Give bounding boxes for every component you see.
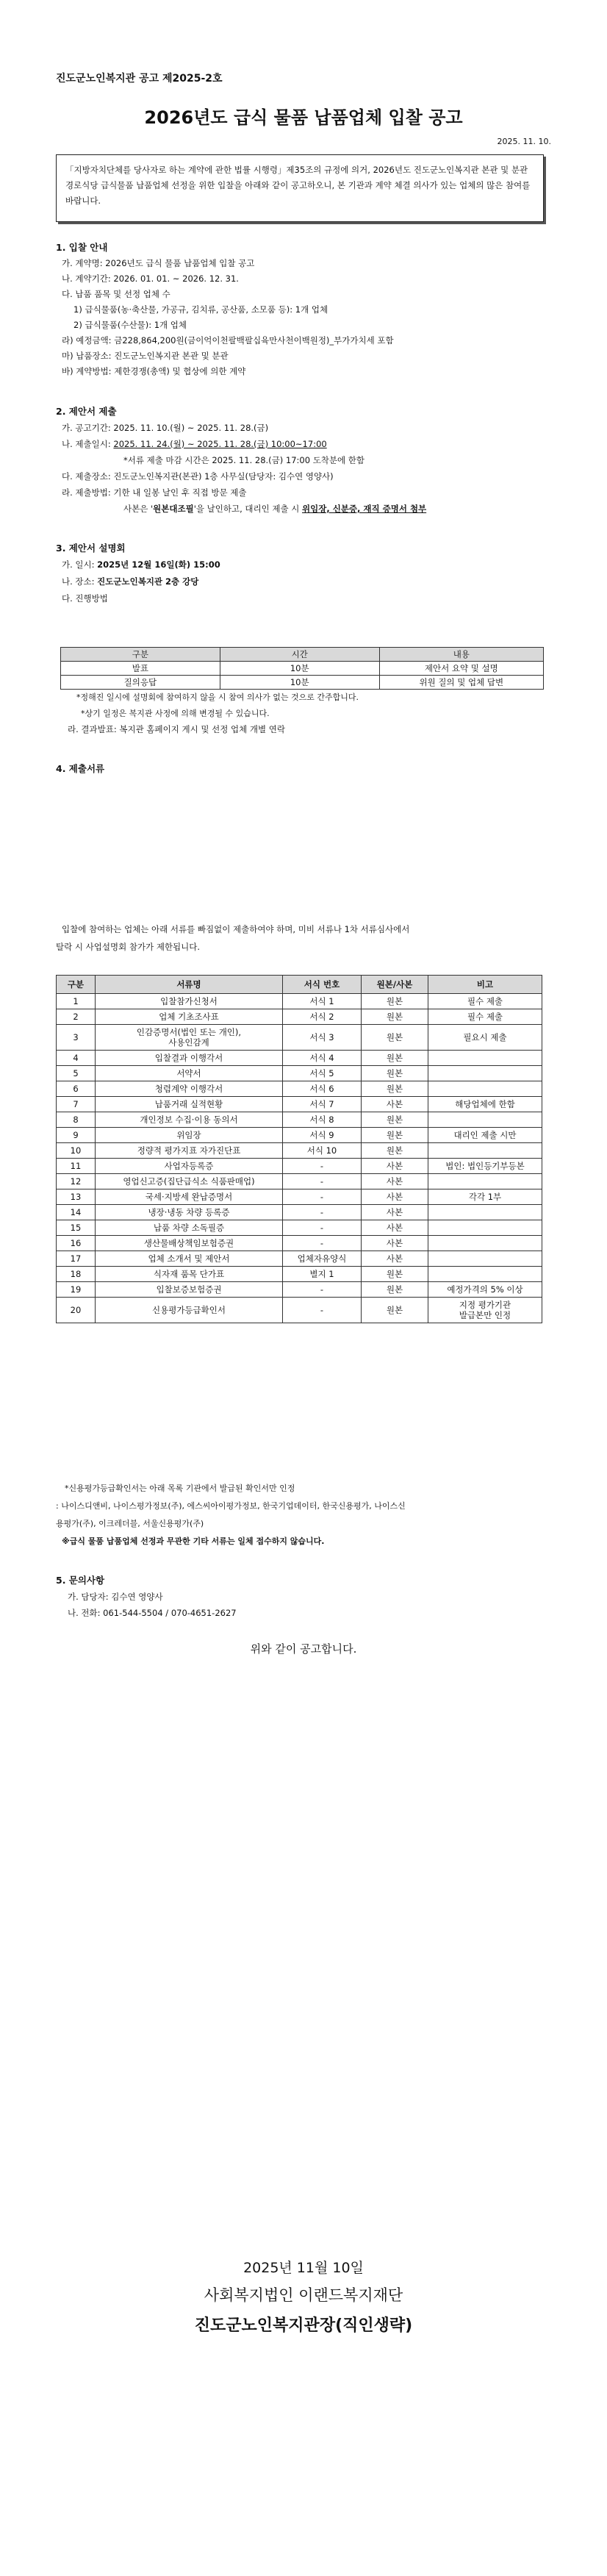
column-header: 서류명 — [96, 976, 283, 994]
table-cell: 위원 질의 및 업체 답변 — [379, 676, 543, 690]
table-cell: 12 — [57, 1174, 96, 1189]
briefing-schedule-table — [60, 647, 544, 690]
table-cell: - — [283, 1282, 362, 1298]
credit-note-2: : 나이스디앤비, 나이스평가정보(주), 에스씨아이평가정보, 한국기업데이터, 한국신용평가, 나이스신 — [56, 1501, 406, 1511]
table-cell: 1 — [57, 994, 96, 1009]
table-cell: 국세·지방세 완납증명서 — [96, 1189, 283, 1205]
contract-method: 바) 계약방법: 제한경쟁(총액) 및 협상에 의한 계약 — [62, 366, 246, 376]
table-cell — [428, 1251, 542, 1267]
table-cell: 원본 — [362, 1025, 428, 1051]
table-cell: 필요시 제출 — [428, 1025, 542, 1051]
notice-date: 2025. 11. 10. — [497, 137, 551, 146]
notice-period: 가. 공고기간: 2025. 11. 10.(월) ~ 2025. 11. 28.(금) — [62, 423, 269, 433]
table-cell: 서식 4 — [283, 1051, 362, 1066]
section-5-title: 5. 문의사항 — [56, 1575, 105, 1586]
table-row — [57, 1009, 542, 1025]
table-cell — [428, 1267, 542, 1282]
table-cell: 발표 — [61, 662, 220, 676]
table-cell: 청렴계약 이행각서 — [96, 1081, 283, 1097]
briefing-date-label: 가. 일시: — [62, 559, 98, 570]
table-cell: - — [283, 1298, 362, 1323]
table-cell: 생산물배상책임보험증권 — [96, 1236, 283, 1251]
table-cell: 사본 — [362, 1159, 428, 1174]
submission-method-detail — [123, 503, 426, 515]
table-cell: 별지 1 — [283, 1267, 362, 1282]
table-cell: 위임장 — [96, 1128, 283, 1143]
table-cell: 서식 6 — [283, 1081, 362, 1097]
table-cell: 3 — [57, 1025, 96, 1051]
table-cell: 납품거래 실적현황 — [96, 1097, 283, 1112]
table-cell: 원본 — [362, 1282, 428, 1298]
submission-method: 라. 제출방법: 기한 내 일봉 날인 후 직접 방문 제출 — [62, 487, 247, 498]
documents-description-1: 입찰에 참여하는 업체는 아래 서류를 빠짐없이 제출하여야 하며, 미비 서류나 1차 서류심사에서 — [62, 924, 410, 934]
table-cell: 필수 제출 — [428, 994, 542, 1009]
submission-label: 나. 제출일시: — [62, 439, 114, 449]
delivery-place: 마) 납품장소: 진도군노인복지관 본관 및 분관 — [62, 351, 229, 361]
table-cell: 납품 차량 소독필증 — [96, 1220, 283, 1236]
section-3-title: 3. 제안서 설명회 — [56, 543, 126, 554]
submission-period — [62, 438, 327, 450]
table-cell: 10 — [57, 1143, 96, 1159]
section-4-title: 4. 제출서류 — [56, 763, 105, 774]
items-general: 1) 급식물품(농·축산물, 가공규, 김치류, 공산품, 소모품 등): 1개 업체 — [73, 304, 328, 315]
table-cell — [428, 1112, 542, 1128]
table-row — [57, 994, 542, 1009]
result-announcement: 라. 결과발표: 복지관 홈페이지 게시 및 선정 업체 개별 연락 — [68, 724, 285, 734]
table-cell: 원본 — [362, 1267, 428, 1282]
column-header: 원본/사본 — [362, 976, 428, 994]
section-1-title: 1. 입찰 안내 — [56, 242, 108, 253]
table-row — [61, 676, 544, 690]
table-cell: 업체 기초조사표 — [96, 1009, 283, 1025]
table-cell: 17 — [57, 1251, 96, 1267]
table-cell — [428, 1205, 542, 1220]
section-2-title: 2. 제안서 제출 — [56, 406, 117, 417]
table-cell: 해당업체에 한함 — [428, 1097, 542, 1112]
table-cell: 14 — [57, 1205, 96, 1220]
table-cell: 7 — [57, 1097, 96, 1112]
table-cell: 서식 10 — [283, 1143, 362, 1159]
table-row — [57, 1298, 542, 1323]
table-cell — [428, 1220, 542, 1236]
table-row — [57, 1267, 542, 1282]
table-cell: 개인정보 수집·이용 동의서 — [96, 1112, 283, 1128]
briefing-place — [62, 576, 198, 587]
contract-period: 나. 계약기간: 2026. 01. 01. ~ 2026. 12. 31. — [62, 273, 239, 284]
items-heading: 다. 납품 품목 및 선정 업체 수 — [62, 289, 170, 299]
table-cell: 식자재 품목 단가표 — [96, 1267, 283, 1282]
table-cell: 서식 3 — [283, 1025, 362, 1051]
table-row — [57, 1097, 542, 1112]
table-cell: 13 — [57, 1189, 96, 1205]
table-row — [57, 1236, 542, 1251]
table-cell: 10분 — [220, 662, 379, 676]
intro-box: 「지방자치단체를 당사자로 하는 계약에 관한 법률 시행령」제35조의 규정에 의거, 2026년도 진도군노인복지관 본관 및 분관 경로식당 급식물품 납품업체 선정을 위한 입찰을 아래와 같이 공고하오니, 본 기관과 계약 체결 의사가 있는 업체의 많은 참여를 바랍니다. — [56, 154, 544, 222]
table-cell: 서식 2 — [283, 1009, 362, 1025]
table-cell: 6 — [57, 1081, 96, 1097]
table-cell: 19 — [57, 1282, 96, 1298]
table-row — [57, 1251, 542, 1267]
credit-note-1: *신용평가등급확인서는 아래 목록 기관에서 발급된 확인서만 인정 — [65, 1484, 295, 1493]
briefing-procedure: 다. 진행방법 — [62, 593, 108, 604]
table-cell: 원본 — [362, 1128, 428, 1143]
credit-note-3: 용평가(주), 이크레더블, 서울신용평가(주) — [56, 1519, 204, 1528]
table-cell — [428, 1066, 542, 1081]
briefing-note-2: *상기 일정은 복지관 사정에 의해 변경될 수 있습니다. — [81, 709, 270, 718]
table-cell: 사본 — [362, 1251, 428, 1267]
method-text-c: '을 날인하고, 대리인 제출 시 — [193, 504, 302, 514]
table-cell: 원본 — [362, 1066, 428, 1081]
table-row — [57, 1174, 542, 1189]
table-cell: 사본 — [362, 1097, 428, 1112]
table-cell: 영업신고증(집단급식소 식품판매업) — [96, 1174, 283, 1189]
table-row — [61, 662, 544, 676]
table-row — [57, 1143, 542, 1159]
table-cell: 2 — [57, 1009, 96, 1025]
documents-description-2: 탈락 시 사업설명회 참가가 제한됩니다. — [56, 942, 201, 952]
table-cell: 11 — [57, 1159, 96, 1174]
contact-person: 가. 담당자: 김수연 영양사 — [68, 1592, 163, 1602]
items-seafood: 2) 급식물품(수산물): 1개 업체 — [73, 320, 187, 330]
briefing-place-value: 진도군노인복지관 2층 강당 — [97, 576, 199, 587]
closing-statement: 위와 같이 공고합니다. — [250, 1642, 357, 1656]
table-cell: 18 — [57, 1267, 96, 1282]
table-cell: 업체자유양식 — [283, 1251, 362, 1267]
briefing-note-1: *정해진 일시에 설명회에 참여하지 않을 시 참여 의사가 없는 것으로 간주합니다. — [76, 693, 359, 702]
table-cell: 원본 — [362, 1081, 428, 1097]
table-cell: 사본 — [362, 1174, 428, 1189]
table-cell: 예정가격의 5% 이상 — [428, 1282, 542, 1298]
table-cell — [428, 1051, 542, 1066]
column-header: 구분 — [61, 648, 220, 662]
table-cell: - — [283, 1159, 362, 1174]
table-cell: 업체 소개서 및 제안서 — [96, 1251, 283, 1267]
table-cell: 냉장·냉동 차량 등록증 — [96, 1205, 283, 1220]
column-header: 구분 — [57, 976, 96, 994]
table-cell: 5 — [57, 1066, 96, 1081]
briefing-date — [62, 559, 220, 570]
column-header: 시간 — [220, 648, 379, 662]
signature-name: 진도군노인복지관장(직인생략) — [194, 2316, 413, 2335]
table-cell: 서식 9 — [283, 1128, 362, 1143]
table-cell: 사본 — [362, 1205, 428, 1220]
table-row — [57, 1112, 542, 1128]
table-cell: 서식 7 — [283, 1097, 362, 1112]
table-cell: 원본 — [362, 994, 428, 1009]
table-cell — [428, 1174, 542, 1189]
column-header: 비고 — [428, 976, 542, 994]
table-row — [57, 1282, 542, 1298]
table-cell: 원본 — [362, 1051, 428, 1066]
table-cell: 필수 제출 — [428, 1009, 542, 1025]
table-cell: 10분 — [220, 676, 379, 690]
briefing-place-label: 나. 장소: — [62, 576, 98, 587]
table-row — [57, 1189, 542, 1205]
table-cell: 사본 — [362, 1220, 428, 1236]
table-cell: 4 — [57, 1051, 96, 1066]
table-cell: 서식 5 — [283, 1066, 362, 1081]
table-cell: 입찰보증보험증권 — [96, 1282, 283, 1298]
method-text-a: 사본은 ' — [123, 504, 154, 514]
table-cell: 질의응답 — [61, 676, 220, 690]
table-cell — [428, 1143, 542, 1159]
table-cell: 신용평가등급확인서 — [96, 1298, 283, 1323]
signature-date: 2025년 11월 10일 — [243, 2260, 364, 2276]
exclusion-note: ※급식 물품 납품업체 선정과 무관한 기타 서류는 일체 접수하지 않습니다. — [62, 1536, 325, 1546]
table-row — [57, 1220, 542, 1236]
contact-phone: 나. 전화: 061-544-5504 / 070-4651-2627 — [68, 1608, 237, 1618]
table-cell: - — [283, 1236, 362, 1251]
table-cell: 지정 평가기관 발급본만 인정 — [428, 1298, 542, 1323]
document-number: 진도군노인복지관 공고 제2025-2호 — [56, 73, 223, 85]
table-header-row — [57, 976, 542, 994]
submission-dates: 2025. 11. 24.(월) ~ 2025. 11. 28.(금) 10:00~17:00 — [113, 439, 327, 449]
table-cell: - — [283, 1205, 362, 1220]
deadline-note: *서류 제출 마감 시간은 2025. 11. 28.(금) 17:00 도착분에 한함 — [123, 455, 365, 465]
method-text-attachments: 위임장, 신분증, 재직 증명서 첨부 — [302, 504, 427, 514]
briefing-date-value: 2025년 12월 16일(화) 15:00 — [97, 559, 220, 570]
table-cell: 8 — [57, 1112, 96, 1128]
table-cell: 사본 — [362, 1236, 428, 1251]
table-cell: 원본 — [362, 1143, 428, 1159]
page-title: 2026년도 급식 물품 납품업체 입찰 공고 — [144, 107, 463, 128]
table-cell: 원본 — [362, 1009, 428, 1025]
table-row — [57, 1159, 542, 1174]
table-cell: 16 — [57, 1236, 96, 1251]
table-cell: 제안서 요약 및 설명 — [379, 662, 543, 676]
table-cell: 서식 8 — [283, 1112, 362, 1128]
table-cell — [428, 1236, 542, 1251]
table-cell: - — [283, 1174, 362, 1189]
table-cell: 정량적 평가지표 자가진단표 — [96, 1143, 283, 1159]
required-documents-table — [56, 975, 542, 1323]
table-cell: 입찰참가신청서 — [96, 994, 283, 1009]
table-cell: - — [283, 1189, 362, 1205]
signature-organization: 사회복지법인 이랜드복지재단 — [204, 2286, 403, 2304]
table-cell: 15 — [57, 1220, 96, 1236]
table-cell: 사본 — [362, 1189, 428, 1205]
table-cell: - — [283, 1220, 362, 1236]
table-row — [57, 1128, 542, 1143]
submission-place: 다. 제출장소: 진도군노인복지관(본관) 1층 사무실(담당자: 김수연 영양사) — [62, 471, 334, 482]
table-cell: 9 — [57, 1128, 96, 1143]
column-header: 내용 — [379, 648, 543, 662]
method-text-original: 원본대조필 — [153, 504, 194, 514]
table-header-row — [61, 648, 544, 662]
table-row — [57, 1081, 542, 1097]
table-cell: 사업자등록증 — [96, 1159, 283, 1174]
table-cell: 대리인 제출 시만 — [428, 1128, 542, 1143]
table-cell: 서식 1 — [283, 994, 362, 1009]
contract-name: 가. 계약명: 2026년도 급식 물품 납품업체 입찰 공고 — [62, 258, 255, 268]
table-row — [57, 1051, 542, 1066]
table-cell: 법인: 법인등기부등본 — [428, 1159, 542, 1174]
estimated-price: 라) 예정금액: 금228,864,200원(금이억이천팔백팔십육만사천이백원정)_부가가치세 포함 — [62, 335, 394, 346]
table-cell: 입찰결과 이행각서 — [96, 1051, 283, 1066]
table-cell: 원본 — [362, 1298, 428, 1323]
table-cell: 서약서 — [96, 1066, 283, 1081]
table-cell — [428, 1081, 542, 1097]
table-row — [57, 1025, 542, 1051]
table-cell: 20 — [57, 1298, 96, 1323]
table-row — [57, 1205, 542, 1220]
column-header: 서식 번호 — [283, 976, 362, 994]
table-cell: 각각 1부 — [428, 1189, 542, 1205]
table-row — [57, 1066, 542, 1081]
table-cell: 원본 — [362, 1112, 428, 1128]
table-cell: 인감증명서(법인 또는 개인), 사용인감계 — [96, 1025, 283, 1051]
